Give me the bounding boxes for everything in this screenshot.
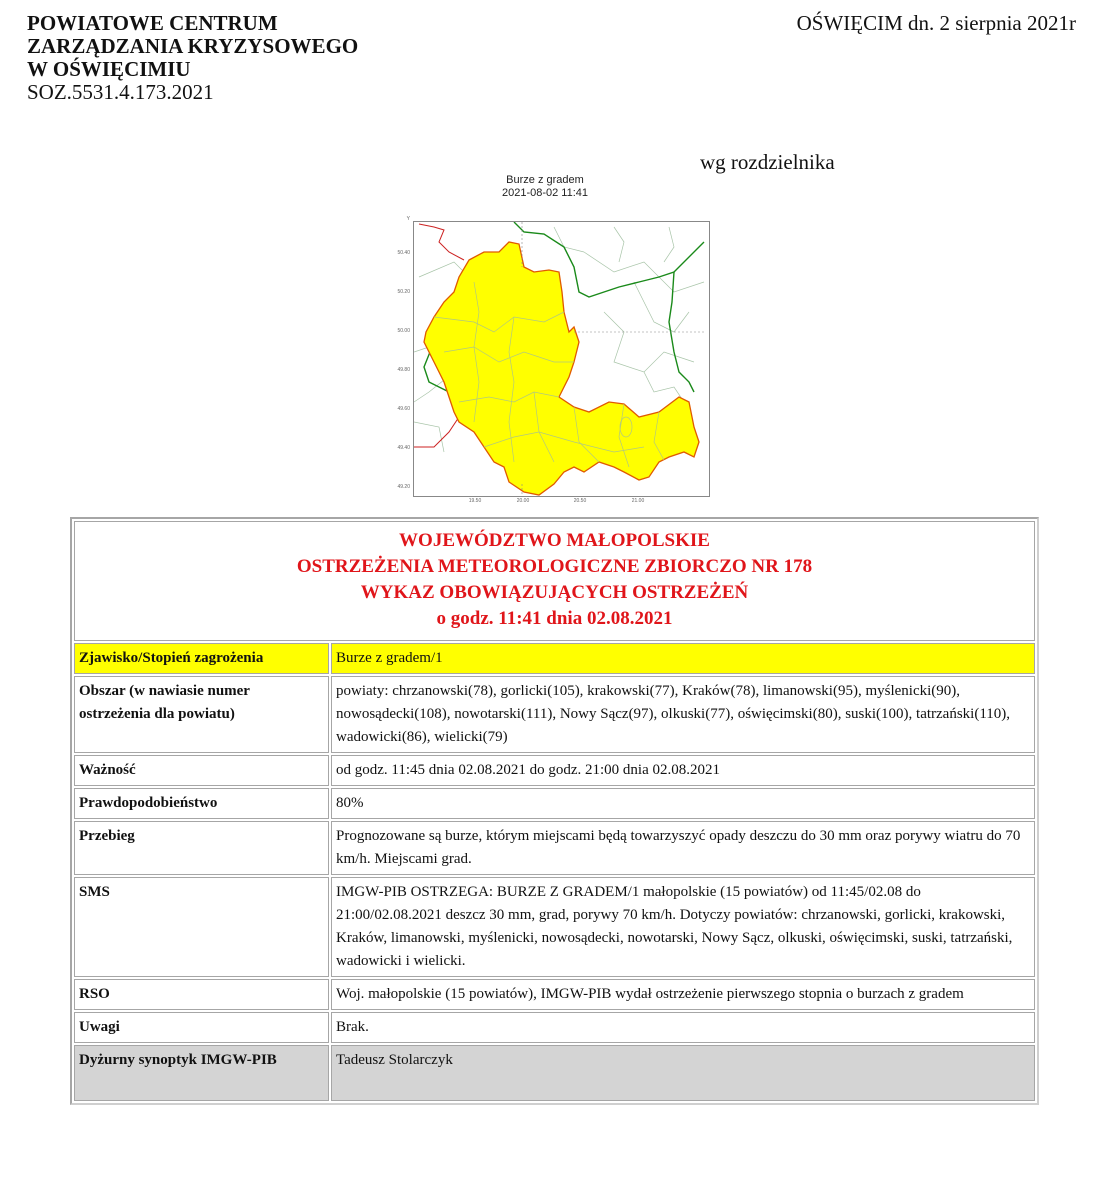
y-axis-label: Y xyxy=(406,216,410,222)
table-row-course xyxy=(74,821,1035,875)
title-bulletin: OSTRZEŻENIA METEOROLOGICZNE ZBIORCZO NR 178 xyxy=(296,556,813,577)
table-title xyxy=(74,521,1035,641)
row-label: Przebieg xyxy=(74,821,329,875)
recipient-line: wg rozdzielnika xyxy=(700,150,835,174)
row-value: powiaty: chrzanowski(78), gorlicki(105), krakowski(77), Kraków(78), limanowski(95), myślenicki(90), nowosądecki(108), nowotarski(111), Nowy Sącz(97), olkuski(77), oświęcimski(80), suski(100), tatrzański(110), wadowicki(86), wielicki(79) xyxy=(331,676,1035,753)
map-title xyxy=(380,174,710,200)
row-value: IMGW-PIB OSTRZEGA: BURZE Z GRADEM/1 małopolskie (15 powiatów) od 11:45/02.08 do 21:00/02.08.2021 deszcz 30 mm, grad, porywy 70 km/h. Dotyczy powiatów: chrzanowski, gorlicki, krakowski, Kraków, limanowski, myślenicki, nowosądecki, nowotarski, Nowy Sącz, olkuski, oświęcimski, suski, tatrzański, wadowicki i wielicki. xyxy=(331,877,1035,977)
title-issued-at: o godz. 11:41 dnia 02.08.2021 xyxy=(436,608,673,629)
row-label: Dyżurny synoptyk IMGW-PIB xyxy=(74,1045,329,1101)
x-tick: 20.50 xyxy=(573,498,587,504)
row-label: Ważność xyxy=(74,755,329,786)
title-list: WYKAZ OBOWIĄZUJĄCYCH OSTRZEŻEŃ xyxy=(360,582,749,603)
table-row-probability xyxy=(74,788,1035,819)
table-title-row xyxy=(74,521,1035,641)
table-row-remarks xyxy=(74,1012,1035,1043)
row-value: Tadeusz Stolarczyk xyxy=(331,1045,1035,1101)
row-label: SMS xyxy=(74,877,329,977)
row-value: Prognozowane są burze, którym miejscami będą towarzyszyć opady deszczu do 30 mm oraz porywy wiatru do 70 km/h. Miejscami grad. xyxy=(331,821,1035,875)
warning-map xyxy=(380,172,710,517)
table-row-area xyxy=(74,676,1035,753)
row-label: Zjawisko/Stopień zagrożenia xyxy=(74,643,329,674)
row-label: Obszar (w nawiasie numer ostrzeżenia dla powiatu) xyxy=(74,676,329,753)
issuer-block xyxy=(27,12,358,104)
row-label: Prawdopodobieństwo xyxy=(74,788,329,819)
map-svg xyxy=(414,222,709,496)
issuer-name-line-1: POWIATOWE CENTRUM xyxy=(27,11,278,35)
table-row-forecaster xyxy=(74,1045,1035,1101)
y-tick: 49.40 xyxy=(397,445,410,451)
row-value: od godz. 11:45 dnia 02.08.2021 do godz. 21:00 dnia 02.08.2021 xyxy=(331,755,1035,786)
y-tick: 50.40 xyxy=(397,250,410,256)
row-value: Burze z gradem/1 xyxy=(331,643,1035,674)
title-voivodeship: WOJEWÓDZTWO MAŁOPOLSKIE xyxy=(399,530,710,551)
map-title-timestamp: 2021-08-02 11:41 xyxy=(501,187,589,199)
row-value: Brak. xyxy=(331,1012,1035,1043)
row-value: 80% xyxy=(331,788,1035,819)
x-tick: 20.00 xyxy=(516,498,530,504)
warnings-table xyxy=(70,517,1039,1105)
place-date: OŚWIĘCIM dn. 2 sierpnia 2021r xyxy=(796,11,1076,35)
row-label: Uwagi xyxy=(74,1012,329,1043)
table-row-validity xyxy=(74,755,1035,786)
map-plot-area xyxy=(413,221,710,497)
map-title-phenomenon: Burze z gradem xyxy=(506,174,584,186)
row-label: RSO xyxy=(74,979,329,1010)
issuer-name-line-3: W OŚWIĘCIMIU xyxy=(27,57,191,81)
x-tick: 19.50 xyxy=(468,498,482,504)
y-tick: 50.00 xyxy=(397,328,410,334)
y-tick: 49.80 xyxy=(397,367,410,373)
warning-area xyxy=(424,242,699,495)
row-value: Woj. małopolskie (15 powiatów), IMGW-PIB wydał ostrzeżenie pierwszego stopnia o burzach z gradem xyxy=(331,979,1035,1010)
table-row-rso xyxy=(74,979,1035,1010)
y-tick: 49.60 xyxy=(397,406,410,412)
table-row-phenomenon xyxy=(74,643,1035,674)
y-tick: 49.20 xyxy=(397,484,410,490)
y-tick: 50.20 xyxy=(397,289,410,295)
reference-number: SOZ.5531.4.173.2021 xyxy=(27,80,214,104)
x-tick: 21.00 xyxy=(631,498,645,504)
issuer-name-line-2: ZARZĄDZANIA KRYZYSOWEGO xyxy=(27,34,359,58)
table-row-sms xyxy=(74,877,1035,977)
